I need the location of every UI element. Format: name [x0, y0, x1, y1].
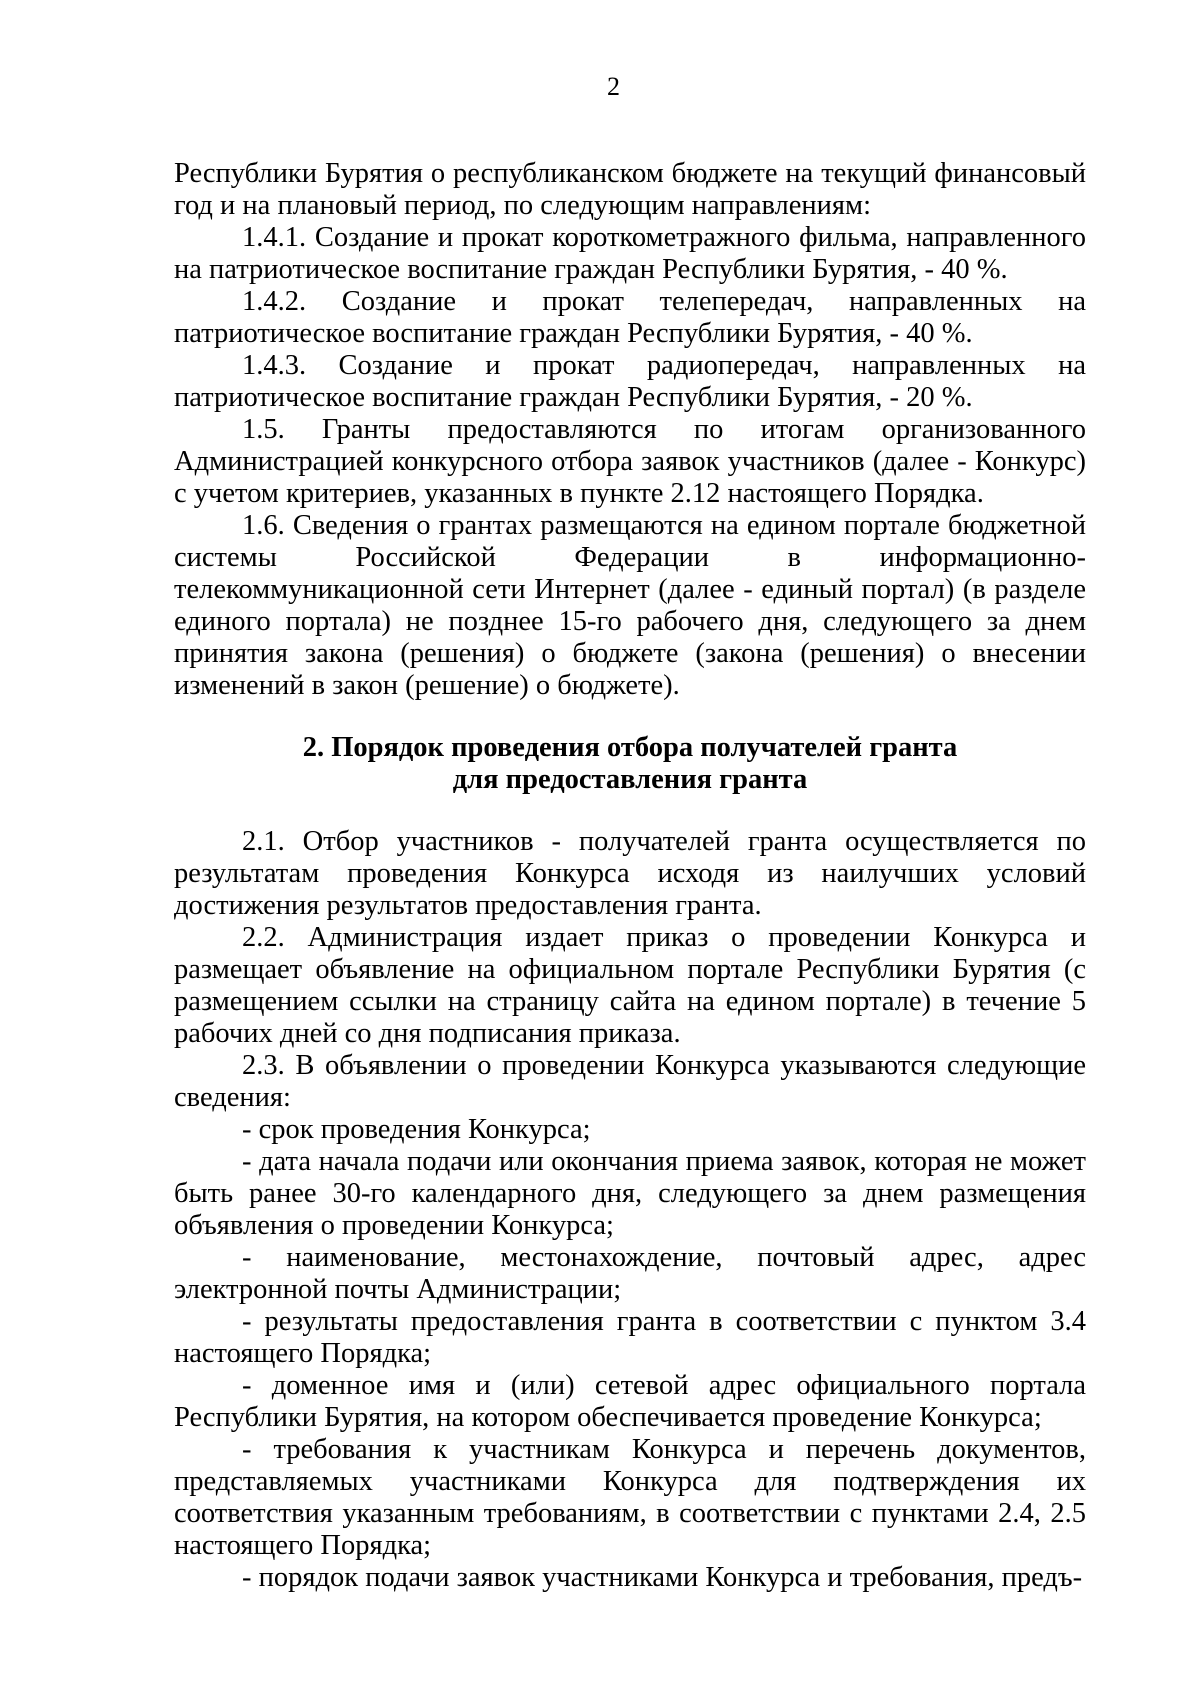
page-number: 2 [607, 72, 620, 101]
paragraph: - наименование, местонахождение, почтовый адрес, адрес электронной почты Администрации; [174, 1242, 1086, 1305]
paragraph: 2.2. Администрация издает приказ о проведении Конкурса и размещает объявление на официальном портале Республики Бурятия (с размещением ссылки на страницу сайта на едином портале) в течение 5 рабочих дней со дня подписания приказа. [174, 922, 1086, 1049]
paragraph: - результаты предоставления гранта в соответствии с пунктом 3.4 настоящего Порядка; [174, 1306, 1086, 1369]
section-title-line-1: 2. Порядок проведения отбора получателей гранта [302, 732, 958, 763]
paragraph: - порядок подачи заявок участниками Конкурса и требования, предъ- [242, 1562, 1083, 1593]
paragraph: 1.4.1. Создание и прокат короткометражного фильма, направленного на патриотическое воспитание граждан Республики Бурятия, - 40 %. [174, 222, 1086, 285]
paragraph: 1.4.2. Создание и прокат телепередач, направленных на патриотическое воспитание граждан Республики Бурятия, - 40 %. [174, 286, 1086, 349]
document-body [174, 158, 1086, 1594]
paragraph: 1.6. Сведения о грантах размещаются на едином портале бюджетной системы Российской Федерации в информационно-телекоммуникационной сети Интернет (далее - единый портал) (в разделе единого портала) не позднее 15-го рабочего дня, следующего за днем принятия закона (решения) о бюджете (закона (решения) о внесении изменений в закон (решение) о бюджете). [174, 510, 1086, 701]
paragraph: - доменное имя и (или) сетевой адрес официального портала Республики Бурятия, на котором обеспечивается проведение Конкурса; [174, 1370, 1086, 1433]
paragraph: - дата начала подачи или окончания приема заявок, которая не может быть ранее 30-го календарного дня, следующего за днем размещения объявления о проведении Конкурса; [174, 1146, 1086, 1241]
paragraphs-before-section [174, 158, 1086, 702]
paragraph: 1.4.3. Создание и прокат радиопередач, направленных на патриотическое воспитание граждан Республики Бурятия, - 20 %. [174, 350, 1086, 413]
paragraph: - требования к участникам Конкурса и перечень документов, представляемых участниками Конкурса для подтверждения их соответствия указанным требованиям, в соответствии с пунктами 2.4, 2.5 настоящего Порядка; [174, 1434, 1086, 1561]
section-title-line-2: для предоставления гранта [452, 764, 808, 795]
paragraph: 1.5. Гранты предоставляются по итогам организованного Администрацией конкурсного отбора заявок участников (далее - Конкурс) с учетом критериев, указанных в пункте 2.12 настоящего Порядка. [174, 414, 1086, 509]
section-title [174, 732, 1086, 796]
paragraphs-after-section [174, 826, 1086, 1594]
paragraph: Республики Бурятия о республиканском бюджете на текущий финансовый год и на плановый период, по следующим направлениям: [174, 158, 1086, 221]
paragraph: - срок проведения Конкурса; [242, 1114, 591, 1145]
paragraph: 2.3. В объявлении о проведении Конкурса указываются следующие сведения: [174, 1050, 1086, 1113]
paragraph: 2.1. Отбор участников - получателей гранта осуществляется по результатам проведения Конкурса исходя из наилучших условий достижения результатов предоставления гранта. [174, 826, 1086, 921]
